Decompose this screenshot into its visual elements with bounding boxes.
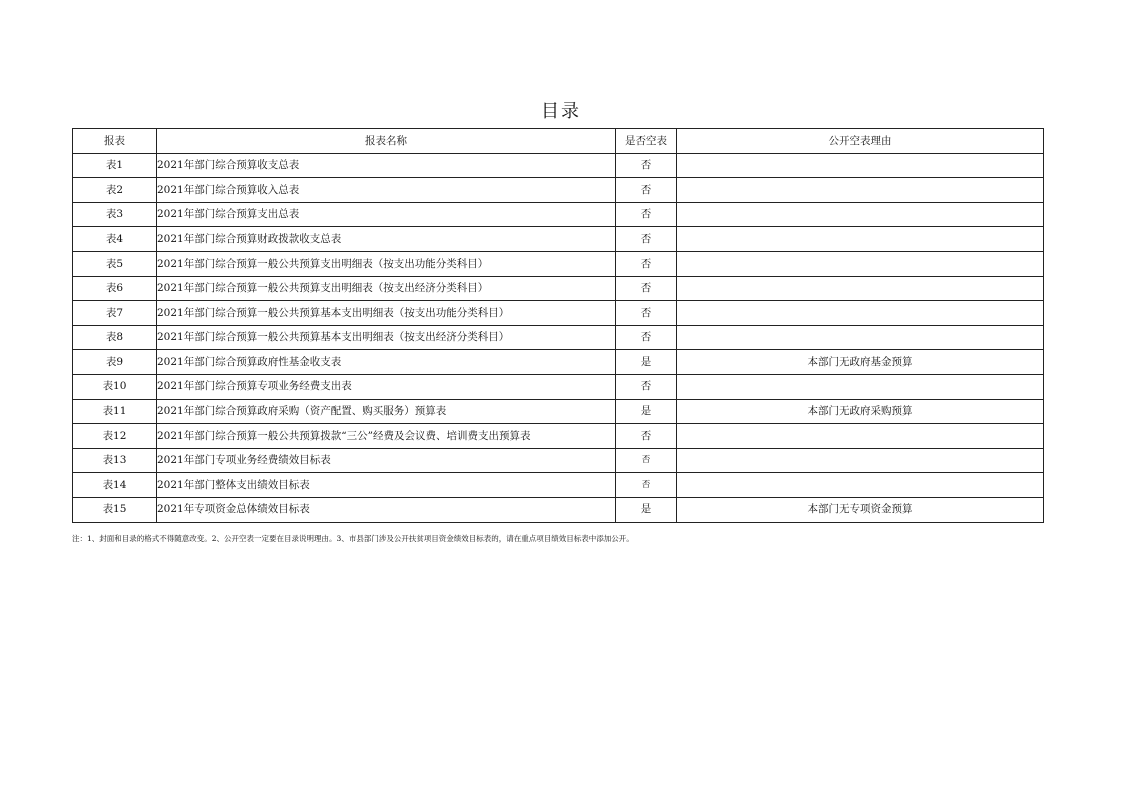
header-reason: 公开空表理由 xyxy=(677,129,1044,154)
row-code-cell: 表5 xyxy=(73,251,157,276)
row-code-cell: 表14 xyxy=(73,473,157,498)
row-reason-cell xyxy=(677,251,1044,276)
row-is-empty-cell: 否 xyxy=(616,178,677,203)
row-is-empty-cell: 否 xyxy=(616,276,677,301)
table-row xyxy=(73,325,1044,350)
row-name-cell: 2021年部门综合预算收入总表 xyxy=(157,178,616,203)
row-name-cell: 2021年部门综合预算一般公共预算支出明细表（按支出经济分类科目） xyxy=(157,276,616,301)
row-reason-cell xyxy=(677,448,1044,473)
table-row xyxy=(73,301,1044,326)
row-code-cell: 表8 xyxy=(73,325,157,350)
row-is-empty-cell: 否 xyxy=(616,424,677,449)
row-name-cell: 2021年专项资金总体绩效目标表 xyxy=(157,497,616,522)
row-name-cell: 2021年部门整体支出绩效目标表 xyxy=(157,473,616,498)
table-row xyxy=(73,276,1044,301)
row-name-cell: 2021年部门综合预算政府性基金收支表 xyxy=(157,350,616,375)
row-code-cell: 表3 xyxy=(73,202,157,227)
row-is-empty-cell: 是 xyxy=(616,350,677,375)
header-code: 报表 xyxy=(73,129,157,154)
row-is-empty-cell: 否 xyxy=(616,473,677,498)
row-reason-cell: 本部门无政府基金预算 xyxy=(677,350,1044,375)
row-is-empty-cell: 否 xyxy=(616,325,677,350)
row-code-cell: 表4 xyxy=(73,227,157,252)
header-name: 报表名称 xyxy=(157,129,616,154)
row-is-empty-cell: 否 xyxy=(616,448,677,473)
row-code-cell: 表9 xyxy=(73,350,157,375)
table-row xyxy=(73,350,1044,375)
row-is-empty-cell: 是 xyxy=(616,399,677,424)
row-code-cell: 表10 xyxy=(73,374,157,399)
table-row xyxy=(73,424,1044,449)
row-name-cell: 2021年部门综合预算一般公共预算基本支出明细表（按支出功能分类科目） xyxy=(157,301,616,326)
page-title: 目录 xyxy=(541,101,581,122)
row-code-cell: 表2 xyxy=(73,178,157,203)
row-reason-cell xyxy=(677,276,1044,301)
row-name-cell: 2021年部门综合预算一般公共预算支出明细表（按支出功能分类科目） xyxy=(157,251,616,276)
table-row xyxy=(73,202,1044,227)
row-reason-cell xyxy=(677,325,1044,350)
row-code-cell: 表11 xyxy=(73,399,157,424)
row-is-empty-cell: 否 xyxy=(616,374,677,399)
table-row xyxy=(73,399,1044,424)
row-is-empty-cell: 否 xyxy=(616,153,677,178)
row-code-cell: 表6 xyxy=(73,276,157,301)
row-is-empty-cell: 是 xyxy=(616,497,677,522)
row-name-cell: 2021年部门综合预算一般公共预算基本支出明细表（按支出经济分类科目） xyxy=(157,325,616,350)
row-code-cell: 表1 xyxy=(73,153,157,178)
row-reason-cell xyxy=(677,301,1044,326)
row-code-cell: 表15 xyxy=(73,497,157,522)
table-row xyxy=(73,251,1044,276)
row-name-cell: 2021年部门综合预算一般公共预算拨款“三公”经费及会议费、培训费支出预算表 xyxy=(157,424,616,449)
row-reason-cell: 本部门无政府采购预算 xyxy=(677,399,1044,424)
row-name-cell: 2021年部门综合预算财政拨款收支总表 xyxy=(157,227,616,252)
table-row xyxy=(73,178,1044,203)
table-row xyxy=(73,153,1044,178)
catalog-table xyxy=(72,128,1044,523)
row-name-cell: 2021年部门综合预算收支总表 xyxy=(157,153,616,178)
row-reason-cell xyxy=(677,424,1044,449)
row-is-empty-cell: 否 xyxy=(616,227,677,252)
row-is-empty-cell: 否 xyxy=(616,301,677,326)
row-reason-cell xyxy=(677,153,1044,178)
row-is-empty-cell: 否 xyxy=(616,202,677,227)
row-reason-cell xyxy=(677,374,1044,399)
row-reason-cell xyxy=(677,202,1044,227)
row-is-empty-cell: 否 xyxy=(616,251,677,276)
table-header-row xyxy=(73,129,1044,154)
row-name-cell: 2021年部门专项业务经费绩效目标表 xyxy=(157,448,616,473)
row-code-cell: 表13 xyxy=(73,448,157,473)
row-reason-cell xyxy=(677,473,1044,498)
table-row xyxy=(73,448,1044,473)
row-reason-cell: 本部门无专项资金预算 xyxy=(677,497,1044,522)
row-code-cell: 表7 xyxy=(73,301,157,326)
row-name-cell: 2021年部门综合预算政府采购（资产配置、购买服务）预算表 xyxy=(157,399,616,424)
row-name-cell: 2021年部门综合预算支出总表 xyxy=(157,202,616,227)
table-row xyxy=(73,227,1044,252)
row-code-cell: 表12 xyxy=(73,424,157,449)
header-is-empty: 是否空表 xyxy=(616,129,677,154)
footnote: 注：1、封面和目录的格式不得随意改变。2、公开空表一定要在目录说明理由。3、市县部门涉及公开扶贫项目资金绩效目标表的，请在重点项目绩效目标表中添加公开。 xyxy=(72,534,634,543)
table-row xyxy=(73,497,1044,522)
table-row xyxy=(73,473,1044,498)
row-name-cell: 2021年部门综合预算专项业务经费支出表 xyxy=(157,374,616,399)
row-reason-cell xyxy=(677,178,1044,203)
table-row xyxy=(73,374,1044,399)
row-reason-cell xyxy=(677,227,1044,252)
